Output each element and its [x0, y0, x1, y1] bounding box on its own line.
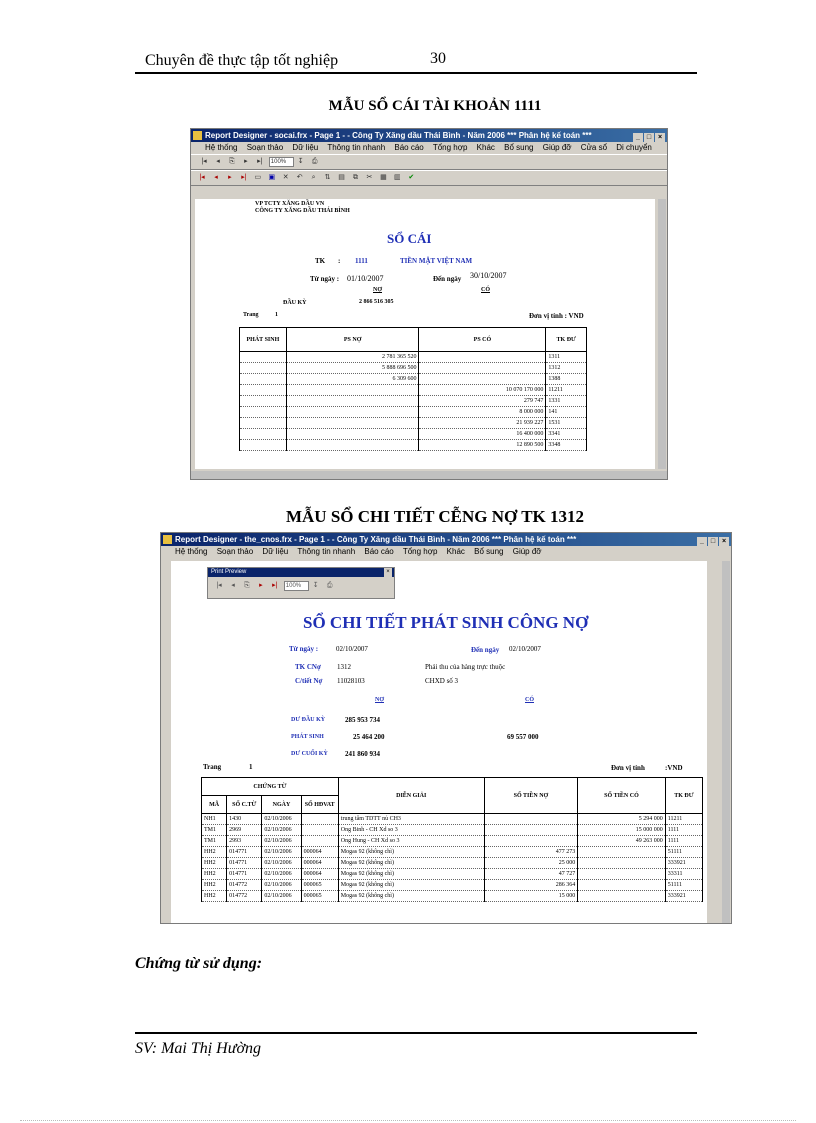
- table-header-row: [240, 328, 587, 352]
- cell-ngay: 02/10/2006: [262, 825, 301, 836]
- cell-no: [484, 836, 578, 847]
- maximize-icon[interactable]: □: [644, 133, 654, 142]
- ducuoiky-label: DƯ CUỐI KỲ: [291, 751, 328, 757]
- cell-hd: 000065: [301, 880, 338, 891]
- cell-so: 014772: [227, 891, 262, 902]
- cell-no: 15 000: [484, 891, 578, 902]
- cell-ps-co: 12 890 500: [419, 440, 546, 451]
- menu-item[interactable]: Tổng hợp: [402, 547, 438, 556]
- cell-ps-co: 279 747: [419, 396, 546, 407]
- cell-ma: TM1: [202, 836, 227, 847]
- col-tk-du: TK ĐƯ: [665, 778, 702, 814]
- menu-item[interactable]: Khác: [476, 143, 495, 152]
- report-designer-window-2: [160, 532, 732, 924]
- cell-tk: 51111: [665, 847, 702, 858]
- cell-co: [578, 847, 666, 858]
- cell-tk-du: 3341: [546, 429, 587, 440]
- next-record-icon[interactable]: ▸: [228, 174, 232, 181]
- cell-tk-du: 3348: [546, 440, 587, 451]
- cell-tk: 51111: [665, 880, 702, 891]
- cell-no: 477 273: [484, 847, 578, 858]
- cell-ps-co: [419, 374, 546, 385]
- prev-record-icon[interactable]: ◂: [214, 174, 218, 181]
- menu-item[interactable]: Bổ sung: [504, 143, 534, 152]
- minimize-icon[interactable]: _: [697, 537, 707, 546]
- trang-value: 1: [275, 312, 278, 318]
- goto-page-icon[interactable]: ⎘: [244, 582, 250, 589]
- page-header: [135, 50, 697, 74]
- menu-item[interactable]: Di chuyển: [616, 143, 652, 152]
- cell-hd: 000064: [301, 869, 338, 880]
- report-page: [171, 561, 707, 923]
- dauky-label: ĐẦU KỲ: [283, 300, 307, 306]
- cell-so: 014771: [227, 858, 262, 869]
- filter-icon[interactable]: ▤: [338, 174, 345, 181]
- col-ps-co: PS CÓ: [419, 328, 546, 352]
- print-icon[interactable]: ⎙: [326, 582, 333, 589]
- menu-item[interactable]: Soạn thảo: [246, 143, 284, 152]
- cell-ps-no: [286, 407, 419, 418]
- cell-ma: HH2: [202, 869, 227, 880]
- cell-co: [578, 880, 666, 891]
- menu-bar: [191, 142, 667, 154]
- copy-icon[interactable]: ⧉: [352, 174, 358, 181]
- app-icon: [193, 131, 202, 140]
- cell-so: 014771: [227, 847, 262, 858]
- table-row: [202, 891, 703, 902]
- from-label: Từ ngày :: [289, 645, 319, 653]
- menu-item[interactable]: Giúp đỡ: [542, 143, 572, 152]
- vertical-scrollbar[interactable]: [658, 199, 666, 469]
- goto-page-icon[interactable]: ⎘: [229, 158, 235, 165]
- menu-item[interactable]: Tổng hợp: [432, 143, 468, 152]
- col-ps-no: PS NỢ: [286, 328, 419, 352]
- table-row: [202, 836, 703, 847]
- report-page: [195, 199, 655, 469]
- cell-ma: HH2: [202, 880, 227, 891]
- cell-ngay: 02/10/2006: [262, 869, 301, 880]
- cell-ps-no: [286, 440, 419, 451]
- table-row: [240, 385, 587, 396]
- to-date: 02/10/2007: [509, 645, 541, 653]
- cell-ps-co: [419, 363, 546, 374]
- zoom-select[interactable]: 100%: [284, 581, 309, 591]
- phatsinh-label: PHÁT SINH: [291, 734, 324, 740]
- cell-tk: 333921: [665, 891, 702, 902]
- cell-tk: 1111: [665, 825, 702, 836]
- page-footer: [135, 1032, 697, 1057]
- ctno-label: C/tiết Nợ: [295, 677, 323, 685]
- cell-dg: Ong Hung - CH Xd so 3: [338, 836, 484, 847]
- table-row: [240, 407, 587, 418]
- cell-ngay: 02/10/2006: [262, 847, 301, 858]
- cell-tk-du: 141: [546, 407, 587, 418]
- table-row: [202, 869, 703, 880]
- first-page-icon[interactable]: |◂: [216, 582, 222, 589]
- report-title: SỔ CHI TIẾT PHÁT SINH CÔNG NỢ: [303, 613, 589, 632]
- close-icon[interactable]: ×: [384, 568, 392, 577]
- cell-tk: 1111: [665, 836, 702, 847]
- unit-label: Đơn vị tính: [611, 764, 645, 772]
- cell-dg: Mogas 92 (không chì): [338, 847, 484, 858]
- prev-page-icon[interactable]: ◂: [216, 158, 220, 165]
- print-preview-title: Print Preview: [211, 569, 247, 575]
- col-so-tien-no: SỐ TIỀN NỢ: [484, 778, 578, 814]
- cell-dg: Mogas 92 (không chì): [338, 869, 484, 880]
- col-so-tien-co: SỐ TIỀN CÓ: [578, 778, 666, 814]
- close-icon[interactable]: ×: [655, 133, 665, 142]
- tkcno-label: TK CNợ: [295, 663, 321, 671]
- col-so-hdvat: SỐ HĐVAT: [301, 796, 338, 814]
- cell-ngay: 02/10/2006: [262, 858, 301, 869]
- tkcno-value: 1312: [337, 663, 351, 671]
- minimize-icon[interactable]: _: [633, 133, 643, 142]
- cell-phat-sinh: [240, 396, 287, 407]
- cell-ps-no: 5 888 696 500: [286, 363, 419, 374]
- table-row: [240, 352, 587, 363]
- menu-item[interactable]: Khác: [446, 547, 465, 556]
- cell-tk-du: 1311: [546, 352, 587, 363]
- next-page-icon[interactable]: ▸: [244, 158, 248, 165]
- report-designer-window-1: [190, 128, 668, 480]
- close-icon[interactable]: ×: [719, 537, 729, 546]
- menu-bar: [161, 546, 731, 558]
- cell-ngay: 02/10/2006: [262, 836, 301, 847]
- menu-item[interactable]: Dữ liệu: [262, 547, 289, 556]
- company-name: CÔNG TY XĂNG DẦU THÁI BÌNH: [255, 208, 350, 214]
- first-record-icon[interactable]: |◂: [199, 174, 205, 181]
- tk-separator: :: [338, 257, 341, 265]
- table-header-row: [202, 778, 703, 796]
- report-title: SỔ CÁI: [387, 231, 432, 246]
- cell-hd: 000064: [301, 858, 338, 869]
- cell-co: 5 294 000: [578, 814, 666, 825]
- cell-hd: [301, 825, 338, 836]
- save-icon[interactable]: ▣: [268, 174, 276, 181]
- cell-no: 25 000: [484, 858, 578, 869]
- cell-so: 014772: [227, 880, 262, 891]
- tkcno-desc: Phải thu của hàng trực thuộc: [425, 663, 506, 671]
- print-preview-titlebar[interactable]: [208, 568, 394, 577]
- zoom-select[interactable]: 100%: [269, 157, 294, 167]
- cell-ngay: 02/10/2006: [262, 880, 301, 891]
- horizontal-scrollbar[interactable]: [191, 471, 667, 479]
- document-title: Chuyên đề thực tập tốt nghiệp: [145, 52, 339, 69]
- dudauky-value: 285 953 734: [345, 716, 380, 724]
- no-label: NỢ: [373, 287, 382, 293]
- cell-so: 014771: [227, 869, 262, 880]
- first-page-icon[interactable]: |◂: [201, 158, 207, 165]
- cell-ma: HH2: [202, 891, 227, 902]
- print-icon[interactable]: ⎙: [311, 158, 318, 165]
- cell-no: 286 364: [484, 880, 578, 891]
- cell-tk: 33311: [665, 869, 702, 880]
- cell-hd: 000065: [301, 891, 338, 902]
- menu-item[interactable]: Thông tin nhanh: [297, 547, 356, 556]
- find-icon[interactable]: ⌕: [311, 174, 316, 181]
- org-name: VP TCTY XĂNG DẦU VN: [255, 201, 325, 207]
- cell-phat-sinh: [240, 418, 287, 429]
- trang-value: 1: [249, 763, 253, 771]
- menu-item[interactable]: Soạn thảo: [216, 547, 254, 556]
- table-row: [240, 396, 587, 407]
- so-cai-table: [239, 327, 587, 451]
- grid-icon[interactable]: ▥: [394, 174, 401, 181]
- cell-tk-du: 11211: [546, 385, 587, 396]
- sort-icon[interactable]: ⇅: [324, 174, 331, 181]
- cell-dg: Mogas 92 (không chì): [338, 858, 484, 869]
- menu-item[interactable]: Hệ thống: [175, 547, 208, 556]
- tk-name: TIỀN MẶT VIỆT NAM: [400, 257, 473, 265]
- cell-phat-sinh: [240, 440, 287, 451]
- unit-value: :VND: [665, 764, 683, 772]
- col-so-ctu: SỐ C.TỪ: [227, 796, 262, 814]
- cell-phat-sinh: [240, 407, 287, 418]
- print-preview-toolbar: [207, 567, 395, 599]
- from-date: 02/10/2007: [336, 645, 368, 653]
- from-date: 01/10/2007: [347, 274, 384, 283]
- cell-phat-sinh: [240, 352, 287, 363]
- check-icon[interactable]: ✔: [408, 174, 415, 181]
- cell-tk-du: 1312: [546, 363, 587, 374]
- cell-ps-co: [419, 352, 546, 363]
- cell-ps-no: [286, 429, 419, 440]
- to-label: Đến ngày: [471, 646, 500, 654]
- menu-item[interactable]: Cửa sổ: [580, 143, 608, 152]
- cell-tk-du: 1388: [546, 374, 587, 385]
- preview-toolbar: [191, 154, 667, 170]
- menu-item[interactable]: Bổ sung: [474, 547, 504, 556]
- table-row: [240, 440, 587, 451]
- undo-icon[interactable]: ↶: [296, 174, 303, 181]
- chi-tiet-table: [201, 777, 703, 902]
- cell-dg: Mogas 92 (không chì): [338, 880, 484, 891]
- co-label: CÓ: [481, 287, 490, 293]
- tk-label: TK: [315, 257, 326, 265]
- cell-ps-co: 10 070 170 000: [419, 385, 546, 396]
- col-group-chung-tu: CHỨNG TỪ: [202, 778, 339, 796]
- cell-ps-co: 8 000 000: [419, 407, 546, 418]
- table-row: [202, 814, 703, 825]
- cell-ngay: 02/10/2006: [262, 814, 301, 825]
- col-ngay: NGÀY: [262, 796, 301, 814]
- delete-icon[interactable]: ✕: [282, 174, 289, 181]
- cut-icon[interactable]: ✂: [366, 174, 373, 181]
- trang-label: Trang: [203, 763, 222, 771]
- table-row: [202, 858, 703, 869]
- table-row: [240, 374, 587, 385]
- cell-no: 47 727: [484, 869, 578, 880]
- cell-ps-co: 16 400 000: [419, 429, 546, 440]
- dudauky-label: DƯ ĐẦU KỲ: [291, 717, 326, 723]
- cell-dg: Mogas 92 (không chì): [338, 891, 484, 902]
- co-label: CÓ: [525, 697, 534, 703]
- tk-code: 1111: [355, 257, 368, 265]
- close-preview-icon[interactable]: ↧: [297, 158, 304, 165]
- table-row: [240, 418, 587, 429]
- col-tk-du: TK ĐƯ: [546, 328, 587, 352]
- table-row: [240, 429, 587, 440]
- app-icon: [163, 535, 172, 544]
- col-ma: MÃ: [202, 796, 227, 814]
- cell-so: 1430: [227, 814, 262, 825]
- window-titlebar[interactable]: [191, 129, 667, 142]
- cell-ma: TM1: [202, 825, 227, 836]
- page-number: 30: [430, 50, 446, 67]
- cell-tk: 11211: [665, 814, 702, 825]
- to-label: Đến ngày: [433, 275, 462, 283]
- col-phat-sinh: PHÁT SINH: [240, 328, 287, 352]
- caption-so-cai: MẪU SỔ CÁI TÀI KHOẢN 1111: [328, 98, 542, 114]
- last-page-icon[interactable]: ▸|: [272, 582, 278, 589]
- cell-ma: HH2: [202, 858, 227, 869]
- next-page-icon[interactable]: ▸: [259, 582, 263, 589]
- cell-co: 49 263 000: [578, 836, 666, 847]
- cell-hd: [301, 814, 338, 825]
- window-title: Report Designer - the_cnos.frx - Page 1 - - Công Ty Xăng dầu Thái Bình - Năm 2006 *** Phân hệ kế toán ***: [175, 535, 577, 544]
- cell-ps-no: [286, 418, 419, 429]
- ctno-desc: CHXD số 3: [425, 677, 459, 685]
- window-titlebar[interactable]: [161, 533, 731, 546]
- ducuoiky-value: 241 860 934: [345, 750, 380, 758]
- cell-dg: trung tâm TDTT nủ CH3: [338, 814, 484, 825]
- page-bottom-border: [20, 1120, 796, 1121]
- table-row: [202, 847, 703, 858]
- prev-page-icon[interactable]: ◂: [231, 582, 235, 589]
- cell-ma: HH2: [202, 847, 227, 858]
- phatsinh-co: 69 557 000: [507, 733, 539, 741]
- ctno-value: 11028103: [337, 677, 365, 685]
- cell-ma: NH1: [202, 814, 227, 825]
- cell-ps-no: [286, 396, 419, 407]
- cell-so: 2969: [227, 825, 262, 836]
- cell-tk: 333921: [665, 858, 702, 869]
- menu-item[interactable]: Thông tin nhanh: [327, 143, 386, 152]
- cell-co: [578, 891, 666, 902]
- no-label: NỢ: [375, 697, 384, 703]
- cell-phat-sinh: [240, 385, 287, 396]
- to-date: 30/10/2007: [470, 271, 507, 280]
- cell-no: [484, 814, 578, 825]
- cell-ps-no: 6 309 600: [286, 374, 419, 385]
- cell-phat-sinh: [240, 374, 287, 385]
- cell-tk-du: 1331: [546, 396, 587, 407]
- table-row: [202, 880, 703, 891]
- cell-phat-sinh: [240, 363, 287, 374]
- student-name: SV: Mai Thị Hường: [135, 1040, 261, 1057]
- cell-no: [484, 825, 578, 836]
- window-title: Report Designer - socai.frx - Page 1 - - Công Ty Xăng dầu Thái Bình - Năm 2006 *** Phân hệ kế toán ***: [205, 131, 592, 140]
- cell-ngay: 02/10/2006: [262, 891, 301, 902]
- maximize-icon[interactable]: □: [708, 537, 718, 546]
- new-icon[interactable]: ▭: [254, 174, 262, 181]
- cell-ps-no: 2 781 365 520: [286, 352, 419, 363]
- col-dien-giai: DIỄN GIẢI: [338, 778, 484, 814]
- last-record-icon[interactable]: ▸|: [241, 174, 247, 181]
- cell-tk-du: 1531: [546, 418, 587, 429]
- cell-co: [578, 869, 666, 880]
- cell-co: 15 000 000: [578, 825, 666, 836]
- dauky-value: 2 866 516 305: [359, 299, 394, 305]
- trang-label: Trang: [243, 312, 259, 318]
- record-toolbar: [191, 170, 667, 186]
- unit-label: Đơn vị tính : VND: [529, 312, 584, 320]
- menu-item[interactable]: Báo cáo: [394, 143, 424, 152]
- menu-item[interactable]: Báo cáo: [364, 547, 394, 556]
- menu-item[interactable]: Giúp đỡ: [512, 547, 542, 556]
- vertical-scrollbar[interactable]: [722, 561, 730, 923]
- cell-ps-no: [286, 385, 419, 396]
- menu-item[interactable]: Dữ liệu: [292, 143, 319, 152]
- cell-hd: [301, 836, 338, 847]
- close-preview-icon[interactable]: ↧: [312, 582, 319, 589]
- table-row: [240, 363, 587, 374]
- phatsinh-no: 25 464 200: [353, 733, 385, 741]
- last-page-icon[interactable]: ▸|: [257, 158, 263, 165]
- cell-hd: 000064: [301, 847, 338, 858]
- cell-phat-sinh: [240, 429, 287, 440]
- report-icon[interactable]: ▦: [380, 174, 387, 181]
- cell-ps-co: 21 939 227: [419, 418, 546, 429]
- section-label: Chứng từ sử dụng:: [135, 955, 263, 972]
- cell-so: 2993: [227, 836, 262, 847]
- cell-co: [578, 858, 666, 869]
- from-label: Từ ngày :: [310, 275, 340, 283]
- caption-chi-tiet-cong-no: MẪU SỔ CHI TIẾT CỄNG NỢ TK 1312: [285, 507, 585, 526]
- menu-item[interactable]: Hệ thống: [205, 143, 238, 152]
- cell-dg: Ong Binh - CH Xd so 3: [338, 825, 484, 836]
- table-row: [202, 825, 703, 836]
